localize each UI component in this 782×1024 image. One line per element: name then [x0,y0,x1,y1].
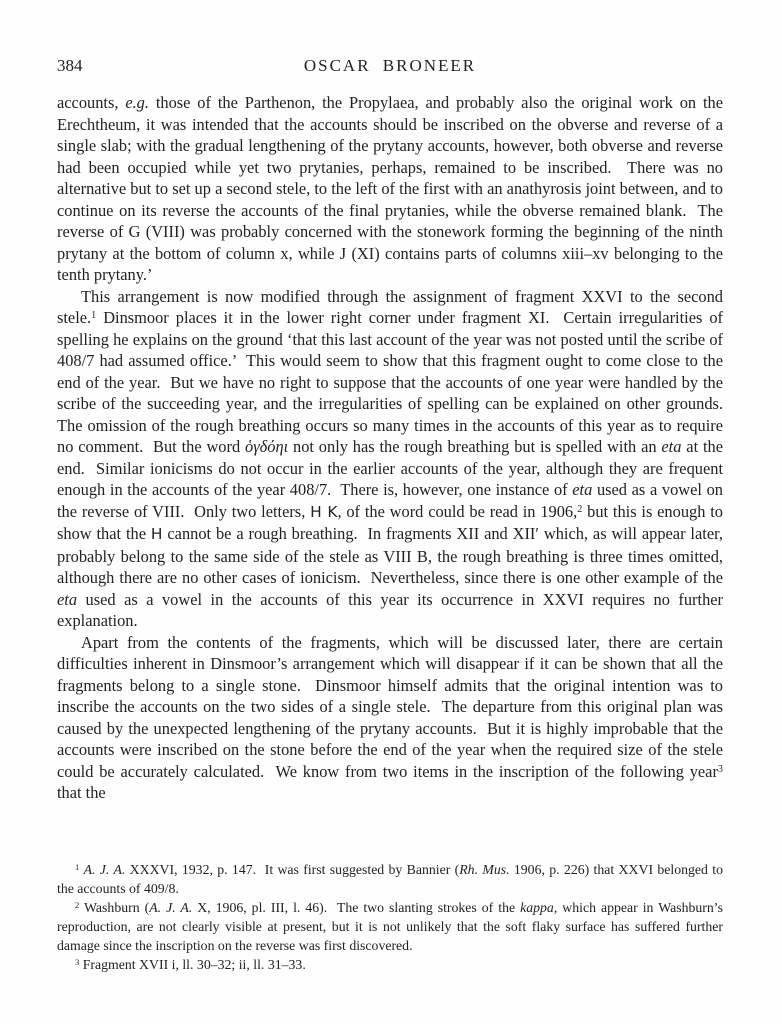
footnote: $^3$ Fragment XVII i, ll. 30–32; ii, ll. 31–33. [75,957,306,972]
footnote: $^1$ A. J. A. XXXVI, 1932, p. 147. It was first suggested by Bannier (Rh. Mus. 1906, p. 226) that XXVI belonged to the accounts of 409/8. [57,862,727,896]
page-header [57,56,723,78]
page-number: 384 [57,56,83,75]
running-head-author: OSCAR BRONEER [303,56,477,75]
footnote: $^2$ Washburn (A. J. A. X, 1906, pl. III, l. 46). The two slanting strokes of the kappa, which appear in Washburn’s reproduction, are not clearly visible at present, but it is not unlikely that the soft flaky surface has suffered further damage since the inscription on the reverse was first discovered. [57,900,727,953]
body-paragraph: Apart from the contents of the fragments, which will be discussed later, there are certain difficulties inherent in Dinsmoor’s arrangement which will disappear if it can be shown that all the fragments belong to a single stone. Dinsmoor himself admits that the original intention was to inscribe the accounts on the two sides of a single stele. The departure from this original plan was caused by the unexpected lengthening of the prytany accounts. But it is highly improbable that the accounts were inscribed on the stone before the end of the year when the required size of the stele could be accurately calculated. We know from two items in the inscription of the following year$^3$ that the [57,632,728,802]
body-paragraph: accounts, e.g. those of the Parthenon, the Propylaea, and probably also the original work on the Erechtheum, it was intended that the accounts should be inscribed on the obverse and reverse of a single slab; with the gradual lengthening of the prytany accounts, however, both obverse and reverse had been occupied while yet two prytanies, perhaps, remained to be inscribed. There was no alternative but to set up a second stele, to the left of the first with an anathyrosis joint between, and to continue on its reverse the accounts of the final prytanies, while the obverse remained blank. The reverse of G (VIII) was probably concerned with the stonework forming the beginning of the ninth prytany at the bottom of column x, while J (XI) contains parts of columns xiii–xv belonging to the tenth prytany.’ [57,93,728,284]
footnotes-block [57,860,727,974]
body-text-block [57,92,732,804]
body-paragraph: This arrangement is now modified through the assignment of fragment XXVI to the second stele.$^1$ Dinsmoor places it in the lower right corner under fragment XI. Certain irregularities of spelling he explains on the ground ‘that this last account of the year was not posted until the scribe of 408/7 had assumed office.’ This would seem to show that this fragment ought to come close to the end of the year. But we have no right to suppose that the accounts of one year were handled by the scribe of the succeeding year, and the irregularities of spelling can be explained on other grounds. The omission of the rough breathing occurs so many times in the accounts of this year as to require no comment. But the word ὁγδόηι not only has the rough breathing but is spelled with an eta at the end. Similar ionicisms do not occur in the earlier accounts of the year, although they are frequent enough in the accounts of the year 408/7. There is, however, one instance of eta used as a vowel on the reverse of VIII. Only two letters, H K, of the word could be read in 1906,$^2$ but this is enough to show that the H cannot be a rough breathing. In fragments XII and XII′ which, as will appear later, probably belong to the same side of the stele as VIII B, the rough breathing is three times omitted, although there are no other cases of ionicism. Nevertheless, since there is one other example of the eta used as a vowel in the accounts of this year its occurrence in XXVI requires no further explanation. [57,286,732,630]
